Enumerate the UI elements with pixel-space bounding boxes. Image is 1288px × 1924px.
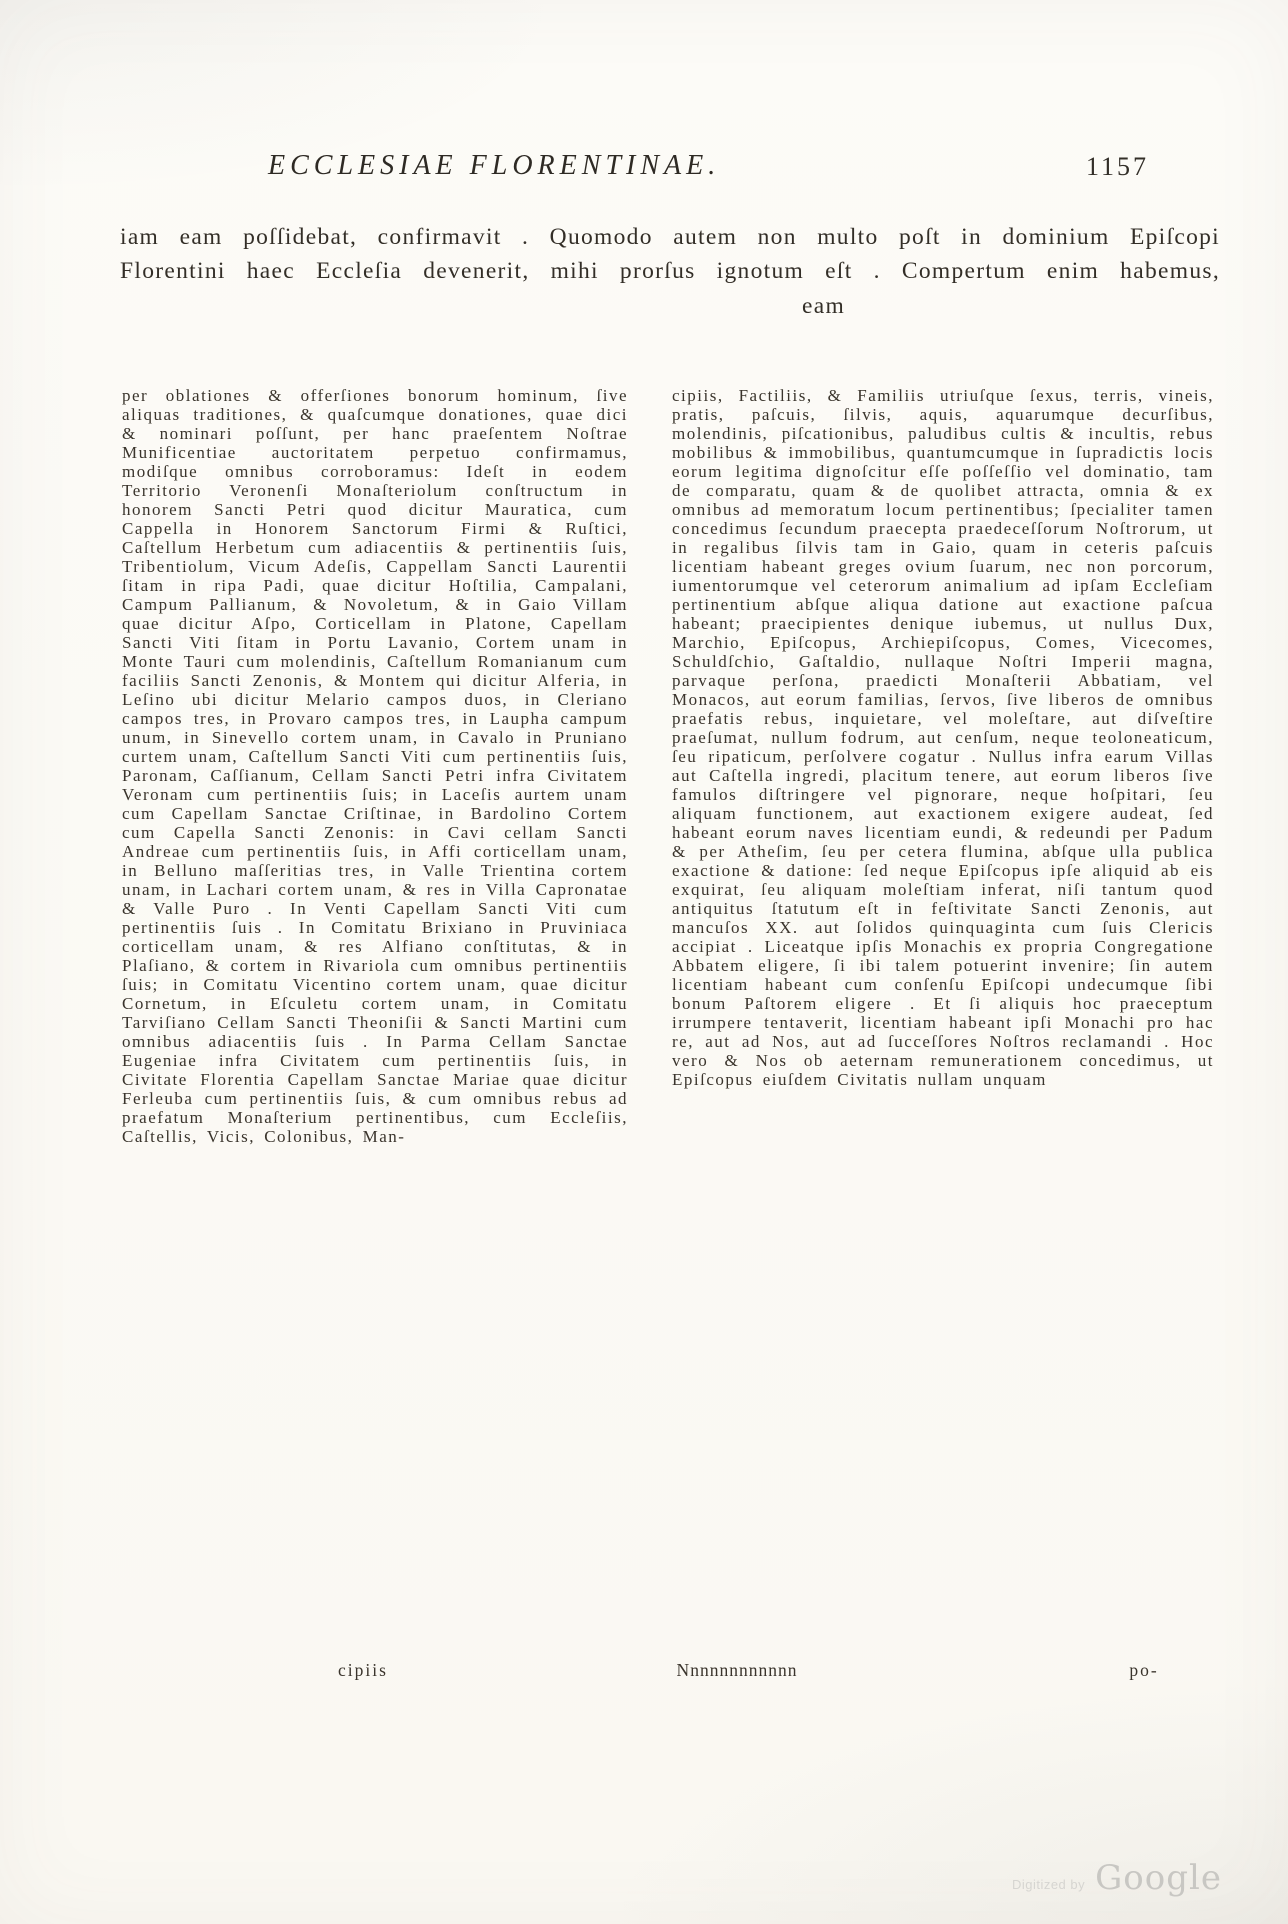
intro-paragraph xyxy=(120,220,1220,324)
left-column-text: per oblationes & offerſiones bonorum hominum, ſive aliquas traditiones, & quaſcumque donationes, quae dici & nominari poſſunt, per hanc praeſentem Noſtrae Munificentiae auctoritatem perpetuo confirmamus, modiſque omnibus corroboramus: Ideſt in eodem Territorio Veronenſi Monaſteriolum conſtructum in honorem Sancti Petri quod dicitur Mauratica, cum Cappella in Honorem Sanctorum Firmi & Ruſtici, Caſtellum Herbetum cum adiacentiis & pertinentiis ſuis, Tribentiolum, Vicum Adeſis, Cappellam Sancti Laurentii ſitam in ripa Padi, quae dicitur Hoſtilia, Campalani, Campum Pallianum, & Novoletum, & in Gaio Villam quae dicitur Aſpo, Corticellam in Platone, Capellam Sancti Viti ſitam in Portu Lavanio, Cortem unam in Monte Tauri cum molendinis, Caſtellum Romanianum cum faciliis Sancti Zenonis, & Montem qui dicitur Alferia, in Leſino ubi dicitur Melario campos duos, in Cleriano campos tres, in Provaro campos tres, in Laupha campum unum, in Sinevello cortem unam, in Cavalo in Pruniano curtem unam, Caſtellum Sancti Viti cum pertinentiis ſuis, Paronam, Caſſianum, Cellam Sancti Petri infra Civitatem Veronam cum pertinentiis ſuis; in Laceſis aurtem unam cum Capellam Sanctae Criſtinae, in Bardolino Cortem cum Capella Sancti Zenonis: in Cavi cellam Sancti Andreae cum pertinentiis ſuis, in Affi corticellam unam, in Belluno maſſeritias tres, in Valle Trientina cortem unam, in Lachari cortem unam, & res in Villa Capronatae & Valle Puro . In Venti Capellam Sancti Viti cum pertinentiis ſuis . In Comitatu Brixiano in Pruviniaca corticellam unam, & res Alfiano conſtitutas, & in Plaſiano, & cortem in Rivariola cum omnibus pertinentiis ſuis; in Comitatu Vicentino cortem unam, quae dicitur Cornetum, in Eſculetu cortem unam, in Comitatu Tarviſiano Cellam Sancti Theoniſii & Sancti Martini cum omnibus adiacentiis ſuis . In Parma Cellam Sanctae Eugeniae infra Civitatem cum pertinentiis ſuis, in Civitate Florentia Capellam Sanctae Mariae quae dicitur Ferleuba cum pertinentiis ſuis, & cum omnibus rebus ad praefatum Monaſterium pertinentibus, cum Eccleſiis, Caſtellis, Vicis, Colonibus, Man- xyxy=(122,386,628,1146)
intro-text: iam eam poſſidebat, confirmavit . Quomodo autem non multo poſt in dominium Epiſcopi Florentini haec Eccleſia devenerit, mihi prorſus ignotum eſt . Compertum enim habemus, xyxy=(120,224,1220,284)
right-column-text: cipiis, Factiliis, & Familiis utriuſque ſexus, terris, vineis, pratis, paſcuis, ſilvis, aquis, aquarumque decurſibus, molendinis, piſcationibus, paludibus cultis & incultis, rebus mobilibus & immobilibus, quantumcumque in ſupradictis locis eorum legitima dignoſcitur eſſe poſſeſſio vel dominatio, tam de comparatu, quam & de quolibet attracta, omnia & ex omnibus ad memoratum locum pertinentibus; ſpecialiter tamen concedimus ſecundum praecepta praedeceſſorum Noſtrorum, ut in regalibus ſilvis tam in Gaio, quam in ceteris paſcuis licentiam habeant greges ovium ſuarum, nec non porcorum, iumentorumque vel ceterorum animalium ad ipſam Eccleſiam pertinentium abſque aliqua datione aut exactione paſcua habeant; praecipientes denique iubemus, ut nullus Dux, Marchio, Epiſcopus, Archiepiſcopus, Comes, Vicecomes, Schuldſchio, Gaſtaldio, nullaque Noſtri Imperii magna, parvaque perſona, praedicti Monaſterii Abbatiam, vel Monacos, aut eorum familias, ſervos, ſive liberos de omnibus praefatis rebus, inquietare, vel moleſtare, aut diſveſtire praeſumat, nullum fodrum, aut cenſum, neque teoloneaticum, ſeu ripaticum, perſolvere cogatur . Nullus infra earum Villas aut Caſtella ingredi, placitum tenere, aut eorum liberos ſive famulos diſtringere vel pignorare, neque hoſpitari, ſeu aliquam functionem, aut exactionem exigere audeat, ſed habeant eorum naves licentiam eundi, & redeundi per Padum & per Atheſim, ſeu per cetera flumina, abſque ulla publica exactione & datione: ſed neque Epiſcopus ipſe aliquid ab eis exquirat, ſeu aliquam moleſtiam inferat, niſi tantum quod antiquitus ſtatutum eſt in feſtivitate Sancti Zenonis, aut mancuſos XX. aut ſolidos quinquaginta cum ſuis Clericis accipiat . Liceatque ipſis Monachis ex propria Congregatione Abbatem eligere, ſi ibi talem potuerint invenire; ſin autem licentiam habeant cum conſenſu Epiſcopi undecumque ſibi bonum Paſtorem eligere . Et ſi aliquis hoc praeceptum irrumpere tentaverit, licentiam habeant ipſi Monachi pro hac re, aut ad Nos, aut ad ſucceſſores Noſtros reclamandi . Hoc vero & Nos ob aeternam remunerationem concedimus, ut Epiſcopus eiuſdem Civitatis nullam unquam xyxy=(672,386,1214,1089)
page-number: 1157 xyxy=(1086,152,1150,181)
google-logo: Google xyxy=(1095,1858,1222,1898)
digitized-by-label: Digitized by xyxy=(1011,1877,1086,1892)
google-watermark xyxy=(1012,1858,1222,1898)
running-title: ECCLESIAE FLORENTINAE. xyxy=(268,150,721,181)
page-catchword: po- xyxy=(1129,1660,1159,1680)
printer-signature-mark: Nnnnnnnnnnnn xyxy=(676,1660,798,1680)
intro-catchword: eam xyxy=(802,293,846,319)
page-footer xyxy=(0,1660,1288,1686)
text-columns xyxy=(122,386,1214,1146)
left-column-catchword: cipiis xyxy=(338,1660,388,1680)
